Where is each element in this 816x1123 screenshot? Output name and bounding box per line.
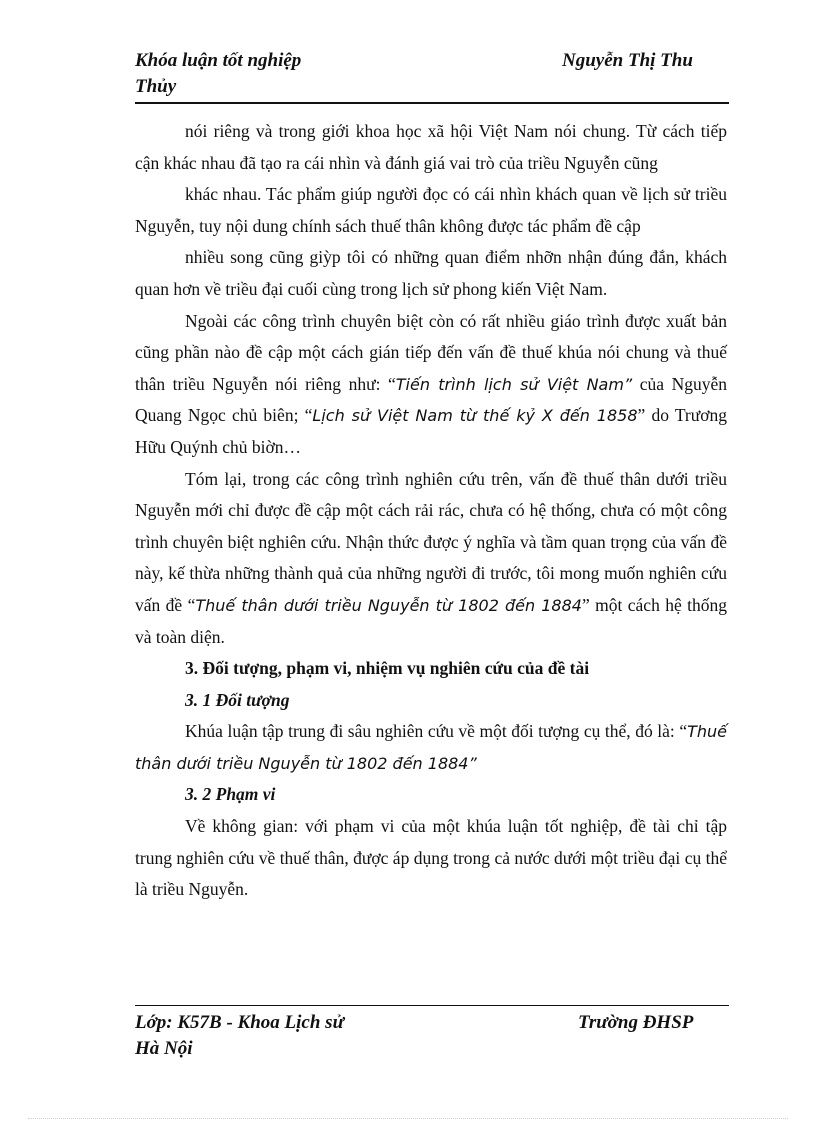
header-title: Khóa luận tốt nghiệp xyxy=(135,50,302,71)
subsection-heading: 3. 1 Đối tượng xyxy=(185,689,290,710)
paragraph xyxy=(135,306,727,464)
book-title: Tiến trình lịch sử Việt Nam” xyxy=(395,374,633,394)
header-author: Nguyễn Thị Thu xyxy=(562,50,693,71)
running-header-left xyxy=(135,48,301,100)
paragraph-text: ” do Trương Hữu Quýnh chủ biờn… xyxy=(135,405,727,457)
paragraph xyxy=(135,716,727,779)
paragraph-text: ” một cách hệ thống và toàn diện. xyxy=(135,594,727,647)
paragraph: nhiều song cũng giỳp tôi có những quan điểm nhỡn nhận đúng đắn, khách quan hơn về triều đại cuối cùng trong lịch sử phong kiến Việt Nam. xyxy=(135,247,727,299)
running-footer-left xyxy=(135,1010,344,1062)
footer-school: Trường ĐHSP xyxy=(578,1012,694,1033)
paragraph: Về không gian: với phạm vi của một khúa luận tốt nghiệp, đề tài chỉ tập trung nghiên cứu về thuế thân, được áp dụng trong cả nước dưới một triều đại cụ thể là triều Nguyễn. xyxy=(135,816,727,900)
thesis-title: Thuế thân dưới triều Nguyễn từ 1802 đến 1884 xyxy=(195,595,582,615)
paragraph-text: Khúa luận tập trung đi sâu nghiên cứu về một đối tượng cụ thể, đó là: “ xyxy=(185,721,688,742)
paragraph: nói riêng và trong giới khoa học xã hội Việt Nam nói chung. Từ cách tiếp cận khác nhau đã tạo ra cái nhìn và đánh giá vai trò của triều Nguyễn cũng xyxy=(135,121,727,173)
section-heading: 3. Đối tượng, phạm vi, nhiệm vụ nghiên cứu của đề tài xyxy=(185,658,590,679)
subsection-heading: 3. 2 Phạm vi xyxy=(185,784,276,805)
paragraph xyxy=(135,464,727,654)
paragraph-text: của Nguyễn Quang Ngọc chủ biên; “ xyxy=(135,373,727,426)
thesis-title: Thuế thân dưới triều Nguyễn từ 1802 đến 1884” xyxy=(135,722,727,773)
footer-class: Lớp: K57B - Khoa Lịch sử xyxy=(135,1012,344,1033)
book-title: Lịch sử Việt Nam từ thế kỷ X đến 1858 xyxy=(312,406,638,426)
page-body xyxy=(135,116,727,906)
header-rule xyxy=(135,102,729,104)
footer-continuation: Hà Nội xyxy=(135,1038,193,1059)
paragraph-text: Tóm lại, trong các công trình nghiên cứu trên, vấn đề thuế thân dưới triều Nguyễn mới chỉ được đề cập một cách rải rác, chưa có hệ thống, chưa có một công trình chuyên biệt nghiên cứu. Nhận thức được ý nghĩa và tầm quan trọng của vấn đề này, kế thừa những thành quả của những người đi trước, tôi mong muốn nghiên cứu vấn đề “ xyxy=(135,468,727,615)
footer-rule xyxy=(135,1005,729,1006)
paragraph: khác nhau. Tác phẩm giúp người đọc có cái nhìn khách quan về lịch sử triều Nguyễn, tuy nội dung chính sách thuế thân không được tác phẩm đề cập xyxy=(135,184,727,236)
header-title-continuation: Thủy xyxy=(135,76,177,97)
page-edge-divider xyxy=(28,1118,788,1119)
paragraph-text: Ngoài các công trình chuyên biệt còn có rất nhiều giáo trình được xuất bản cũng phần nào đề cập một cách gián tiếp đến vấn đề thuế khúa nói chung và thuế thân triều Nguyễn nói riêng như: “ xyxy=(135,310,727,394)
